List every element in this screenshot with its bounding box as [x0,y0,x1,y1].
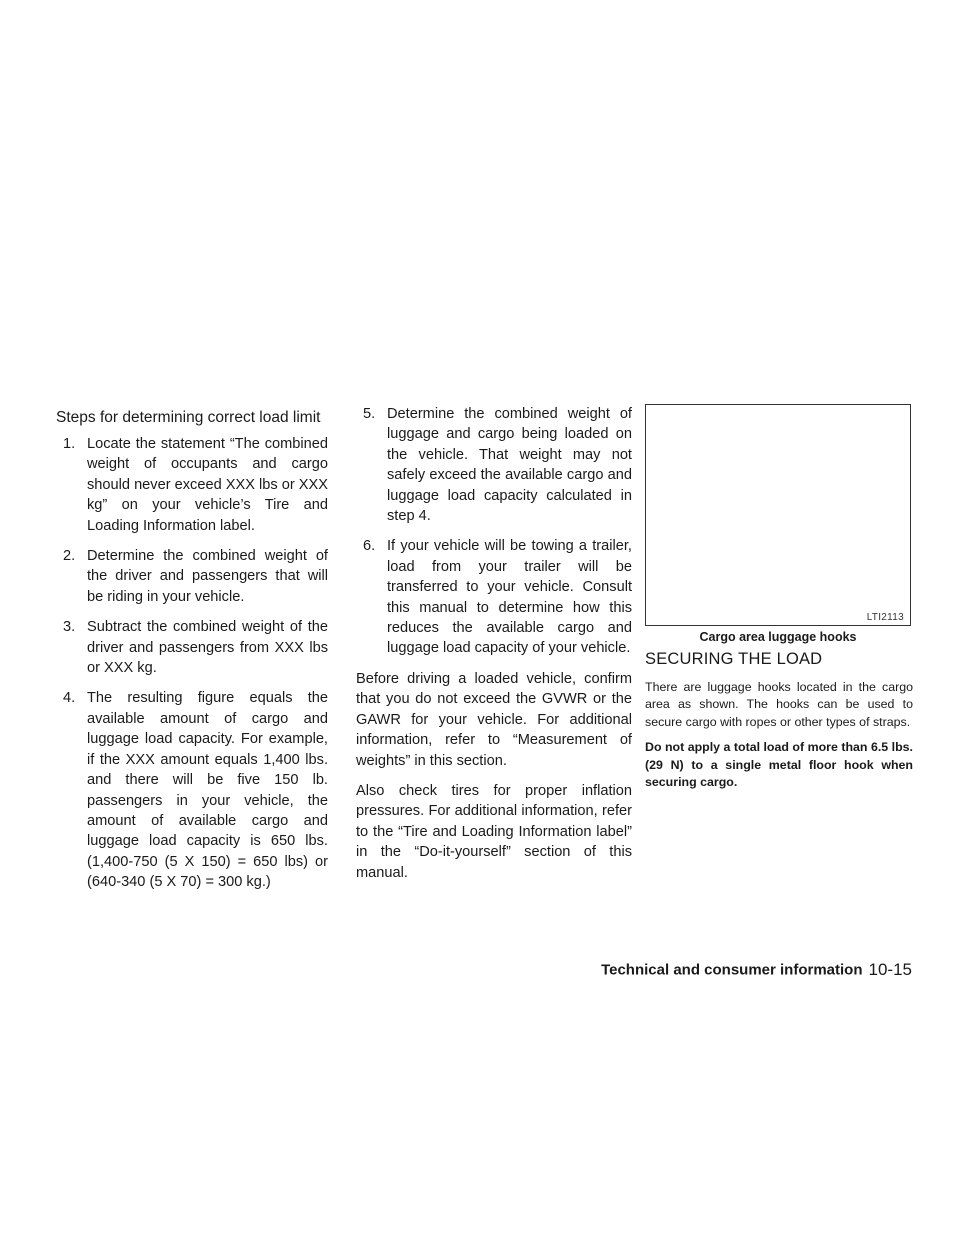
load-warning: Do not apply a total load of more than 6.5 lbs. (29 N) to a single metal floor hook when securing cargo. [645,740,913,790]
step-number: 3. [63,619,76,636]
step-text: Locate the statement “The combined weight of occupants and cargo should never exceed XXX lbs or XXX kg” on your vehicle’s Tire and Loading Information label. [87,436,328,534]
steps-list-left [56,434,328,893]
hooks-description: There are luggage hooks located in the cargo area as shown. The hooks can be used to secure cargo with ropes or other types of straps. [645,680,913,729]
figure-caption: Cargo area luggage hooks [699,630,857,644]
left-column [56,404,328,903]
footer-section-label: Technical and consumer information [601,961,863,979]
step-number: 2. [63,548,76,565]
step-text: The resulting figure equals the available amount of cargo and luggage load capacity. For example, if the XXX amount equals 1,400 lbs. and there will be five 150 lb. passengers in your vehicle, the amount of available cargo and luggage load capacity is 650 lbs. (1,400-750 (5 X 150) = 650 lbs) or (640-340 (5 X 70) = 300 kg.) [87,690,328,891]
luggage-hooks-figure [645,404,911,626]
list-item [356,404,632,526]
step-text: Subtract the combined weight of the driver and passengers from XXX lbs or XXX kg. [87,619,328,677]
step-text: If your vehicle will be towing a trailer, load from your trailer will be transferred to your vehicle. Consult this manual to determine how this reduces the available cargo and luggage load capacity of your vehicle. [387,538,632,657]
list-item [56,434,328,536]
inflation-paragraph: Also check tires for proper inflation pressures. For additional information, refer to the “Tire and Loading Information label” in the “Do-it-yourself” section of this manual. [356,782,632,881]
list-item [56,688,328,892]
step-number: 1. [63,436,76,452]
step-text: Determine the combined weight of luggage and cargo being loaded on the vehicle. That weight may not safely exceed the available cargo and luggage load capacity calculated in step 4. [387,406,632,525]
step-text: Determine the combined weight of the driver and passengers that will be riding in your vehicle. [87,548,328,605]
step-number: 6. [363,538,376,555]
list-item [56,617,328,678]
figure-code: LTI2113 [866,612,904,623]
steps-list-middle [356,404,632,659]
step-number: 5. [363,406,376,422]
middle-column [356,404,632,893]
right-column [645,404,913,799]
list-item [56,546,328,607]
step-number: 4. [63,690,76,707]
page-number: 10-15 [868,960,912,979]
list-item [356,536,632,658]
gvwr-paragraph: Before driving a loaded vehicle, confirm that you do not exceed the GVWR or the GAWR for your vehicle. For additional information, refer to “Measurement of weights” in this section. [356,670,632,769]
steps-heading: Steps for determining correct load limit [56,409,321,426]
page-footer [601,960,912,980]
section-title: SECURING THE LOAD [645,650,823,668]
